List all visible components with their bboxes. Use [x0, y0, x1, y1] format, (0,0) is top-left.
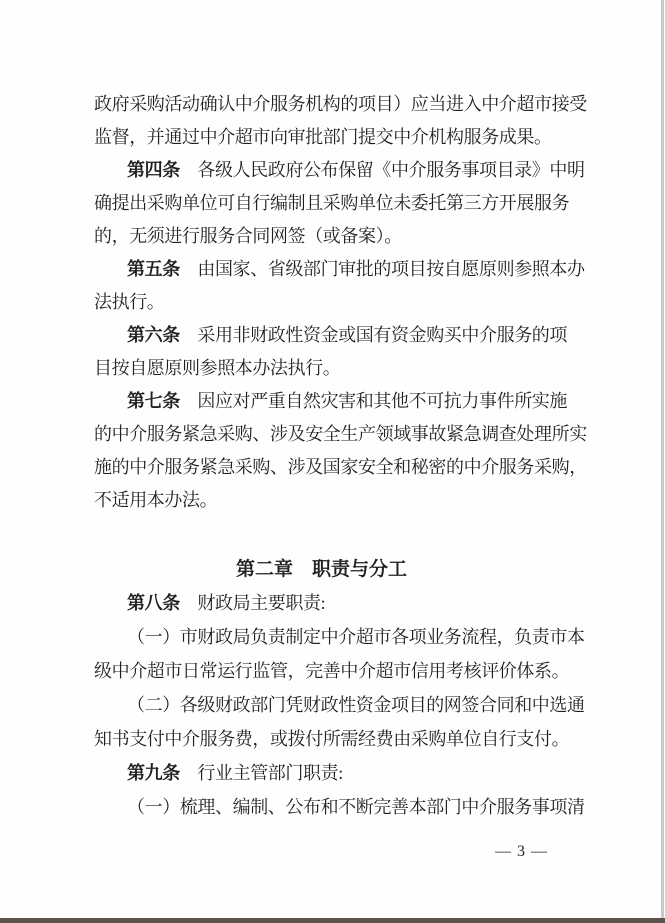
text-column: [94, 88, 594, 824]
body-line: [94, 586, 594, 620]
article-number: 第六条: [127, 325, 180, 345]
body-line: [94, 688, 594, 722]
body-line: [94, 654, 594, 688]
line-text: 施的中介服务紧急采购、涉及国家安全和秘密的中介服务采购，: [94, 457, 587, 477]
body-line: [94, 319, 594, 352]
line-text: （一）市财政局负责制定中介超市各项业务流程，负责市本: [127, 627, 585, 647]
body-line: [94, 352, 594, 385]
line-text: （二）各级财政部门凭财政性资金项目的网签合同和中选通: [127, 695, 585, 715]
line-text: 各级人民政府公布保留《中介服务事项目录》中明: [179, 160, 585, 180]
line-text: 不适用本办法。: [94, 490, 218, 510]
body-line: [94, 484, 594, 517]
body-line: [94, 220, 594, 253]
chapter-heading: 第二章 职责与分工: [235, 559, 407, 580]
body-line: [94, 620, 594, 654]
article-number: 第五条: [127, 259, 180, 279]
line-text: 监督，并通过中介超市向审批部门提交中介机构服务成果。: [94, 127, 552, 147]
body-line: [94, 154, 594, 187]
body-line: [94, 756, 594, 790]
line-text: 行业主管部门职责:: [179, 763, 343, 783]
scan-edge-right: [661, 0, 664, 923]
line-text: 目按自愿原则参照本办法执行。: [94, 358, 341, 378]
line-text: 的，无须进行服务合同网签（或备案）。: [94, 226, 402, 246]
line-text: 确提出采购单位可自行编制且采购单位未委托第三方开展服务: [94, 193, 570, 213]
line-text: 知书支付中介服务费，或拨付所需经费由采购单位自行支付。: [94, 729, 570, 749]
line-text: （一）梳理、编制、公布和不断完善本部门中介服务事项清: [127, 797, 585, 817]
line-text: 的中介服务紧急采购、涉及安全生产领域事故紧急调查处理所实: [94, 424, 587, 444]
line-text: 法执行。: [94, 292, 165, 312]
body-line: [94, 187, 594, 220]
article-number: 第八条: [127, 593, 180, 613]
section-articles-4-7: [94, 88, 594, 517]
line-text: 因应对严重自然灾害和其他不可抗力事件所实施: [179, 391, 568, 411]
blank-line: [94, 517, 594, 553]
body-line: [94, 722, 594, 756]
line-text: 级中介超市日常运行监管，完善中介超市信用考核评价体系。: [94, 661, 570, 681]
line-text: 由国家、省级部门审批的项目按自愿原则参照本办: [179, 259, 585, 279]
scan-edge-bottom: [0, 918, 665, 923]
article-number: 第七条: [127, 391, 180, 411]
body-line: [94, 451, 594, 484]
body-line: [94, 286, 594, 319]
line-text: 财政局主要职责:: [179, 593, 326, 613]
body-line: [94, 418, 594, 451]
page-number: — 3 —: [495, 843, 548, 860]
body-line: [94, 253, 594, 286]
body-line: [94, 88, 594, 121]
article-number: 第九条: [127, 763, 180, 783]
article-number: 第四条: [127, 160, 180, 180]
line-text: 采用非财政性资金或国有资金购买中介服务的项: [179, 325, 568, 345]
body-line: [94, 385, 594, 418]
body-line: [94, 121, 594, 154]
section-articles-8-9: [94, 586, 594, 824]
body-line: [94, 790, 594, 824]
line-text: 政府采购活动确认中介服务机构的项目）应当进入中介超市接受: [94, 94, 587, 114]
